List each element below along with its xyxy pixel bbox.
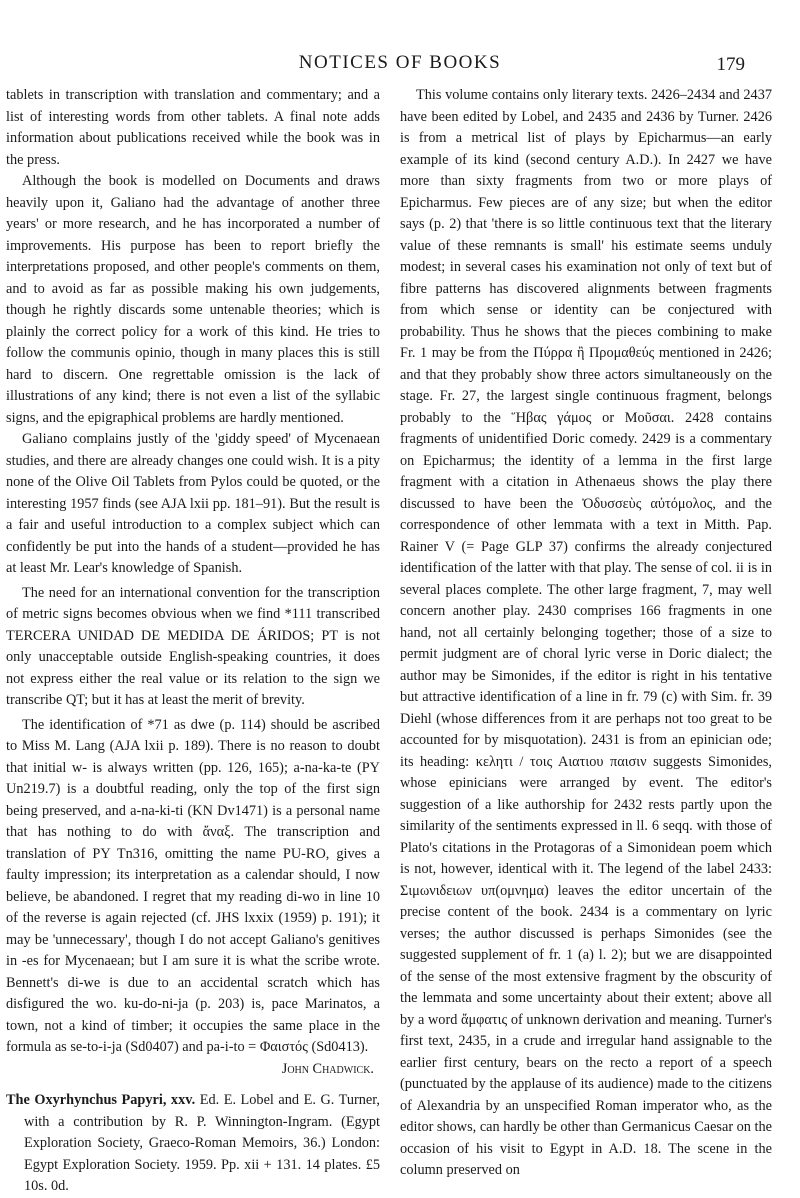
paragraph: The need for an international convention for the transcription of metric signs becomes obvious when we find *111 transcribed TERCERA UNIDAD DE MEDIDA DE ÁRIDOS; PT is not only unacceptable outside English-speaking countries, it does not express either the real value or its relation to the sign we transcribe QT; but it has at least the merit of brevity. <box>6 584 380 708</box>
paragraph: Although the book is modelled on Documents and draws heavily upon it, Galiano had the advantage of another three years' or more research, and he has incorporated a number of improvements. His purpose has been to report briefly the interpretations proposed, and other people's comments on them, and to avoid as far as possible making his own judgements, though he rightly discards some untenable theories; which is plainly the correct policy for a work of this kind. He tries to follow the communis opinio, though in many places this is still hard to discern. One regrettable omission is the lack of illustrations of any kind; there is not even a list of the syllabic signs, and the epigraphical problems are hardly mentioned. <box>6 173 380 426</box>
book-details: Ed. E. Lobel and E. G. Turner, with a contribution by R. P. Winnington-Ingram. (Egypt Exploration Society, Graeco-Roman Memoirs, 36.) London: Egypt Exploration Society. 1959. Pp. xii + 131. 14 plates. £5 10s. 0d. <box>24 1092 381 1194</box>
running-title: NOTICES OF BOOKS <box>298 52 502 73</box>
page-number: 179 <box>716 54 745 75</box>
paragraph: The identification of *71 as dwe (p. 114) should be ascribed to Miss M. Lang (AJA lxii p. 189). There is no reason to doubt that initial w- is always written (pp. 126, 165); a-na-ka-te (PY Un219.7) is a doubtful reading, only the top of the first sign being preserved, and a-na-ki-ti (KN Dv1471) is a personal name that has nothing to do with ἄναξ. The transcription and translation of PY Tn316, omitting the name PU-RO, gives a faulty impression; its interpretation as a calendar should, I now believe, be abandoned. I regret that my reading di-wo in line 10 of the reverse is again rejected (cf. JHS lxxix (1959) p. 191); it may be 'unnecessary', though I do not accept Galiano's genitives in -es for Mycenaean; but I am sure it is what the scribe wrote. Bennett's di-we is due to an accidental scratch which has disfigured the wo. ku-do-ni-ja (p. 203) is, pace Marinatos, a town, not a kind of timber; it occupies the same place in the formula as se-to-i-ja (Sd0407) and pa-i-to = Φαιστός (Sd0413). <box>6 716 380 1055</box>
page-header <box>0 52 800 82</box>
right-column <box>400 85 772 1182</box>
paragraph: Galiano complains justly of the 'giddy speed' of Mycenaean studies, and there are already changes one could wish. It is a pity none of the Olive Oil Tablets from Pylos could be quoted, or the interesting 1957 finds (see AJA lxii pp. 181–91). But the result is a fair and useful introduction to a complex subject which can confidently be put into the hands of a student—provided he has at least Mr. Lear's knowledge of Spanish. <box>6 431 380 576</box>
author-signature: John Chadwick. <box>281 1060 374 1077</box>
paragraph: This volume contains only literary texts. 2426–2434 and 2437 have been edited by Lobel, and 2435 and 2436 by Turner. 2426 is from a metrical list of plays by Epicharmus—an early example of its kind (second century A.D.). In 2427 we have more than sixty fragments from two or more plays of Epicharmus. Few pieces are of any size; but when the editor says (p. 2) that 'there is so little continuous text that the literary value of these remnants is small' his estimate seems unduly modest; in several cases his examination not only of text but of fibre patterns has discovered alignments between fragments from which sense or identity can be conjectured with probability. Thus he shows that the pieces combining to make Fr. 1 may be from the Πύρρα ἢ Προμαθεύς mentioned in 2426; and that they probably show three actors simultaneously on the stage. Fr. 27, the largest single continuous fragment, belongs probably to the Ἥβας γάμος or Μοῦσαι. 2428 contains fragments of unidentified Doric comedy. 2429 is a commentary on Epicharmus; the identity of a lemma in the first large fragment with a citation in Athenaeus shows the play there discussed to have been the Ὀδυσσεὺς αὐτόμολος, and the correspondence of other lemmata with a text in Mitth. Pap. Rainer V (= Page GLP 37) confirms the already conjectured identification of the latter with that play. The sense of col. ii is in several places complete. The other large fragment, 7, may well concern another play. 2430 comprises 166 fragments in one hand, not all certainly belonging together; those of a size to permit judgment are of choral lyric verse in Doric dialect; the author may be Simonides, if the editor is right in his tentative but attractive identification of a line in fr. 79 (c) with Sim. fr. 39 Diehl (whose differences from it are perhaps not too great to be accounted for by misquotation). 2431 is from an epinician ode; its heading: κελητι / τοις Αιατιου παισιν suggests Simonides, whose epinicians were arranged by event. The editor's suggestion of a like authorship for 2432 rests partly upon the similarity of the sentiments expressed in ll. 6 seqq. with those of Plato's citations in the Protagoras of a Simonidean poem which is not, however, identical with it. The legend of the label 2433: Σιμωνιδειων υπ(ομνημα) leaves the editor uncertain of the precise content of the book. 2434 is a commentary on lyric verses; the author discussed is perhaps Simonides (see the suggested supplement of fr. 1 (a) l. 2); but we are disappointed of the sense of the most extensive fragment by the obscurity of the lemmata and some uncertainty about their extent; above all by a word ἄμφατις of unknown derivation and meaning. Turner's first text, 2435, in a crude and irregular hand assignable to the earlier first century, bears on the recto a report of a speech (punctuated by the applause of its audience) made to the citizens of Alexandria by an unspecified Roman imperator who, as the editor shows, can hardly be other than Germanicus Caesar on the occasion of his visit to Egypt in A.D. 18. The scene in the column preserved on <box>400 87 772 1178</box>
left-column <box>6 85 380 1198</box>
book-title: The Oxyrhynchus Papyri, xxv. <box>6 1092 196 1108</box>
book-citation <box>6 1090 380 1198</box>
paragraph: tablets in transcription with translation and commentary; and a list of interesting words from other tablets. A final note adds information about publications received while the book was in the press. <box>6 87 380 168</box>
